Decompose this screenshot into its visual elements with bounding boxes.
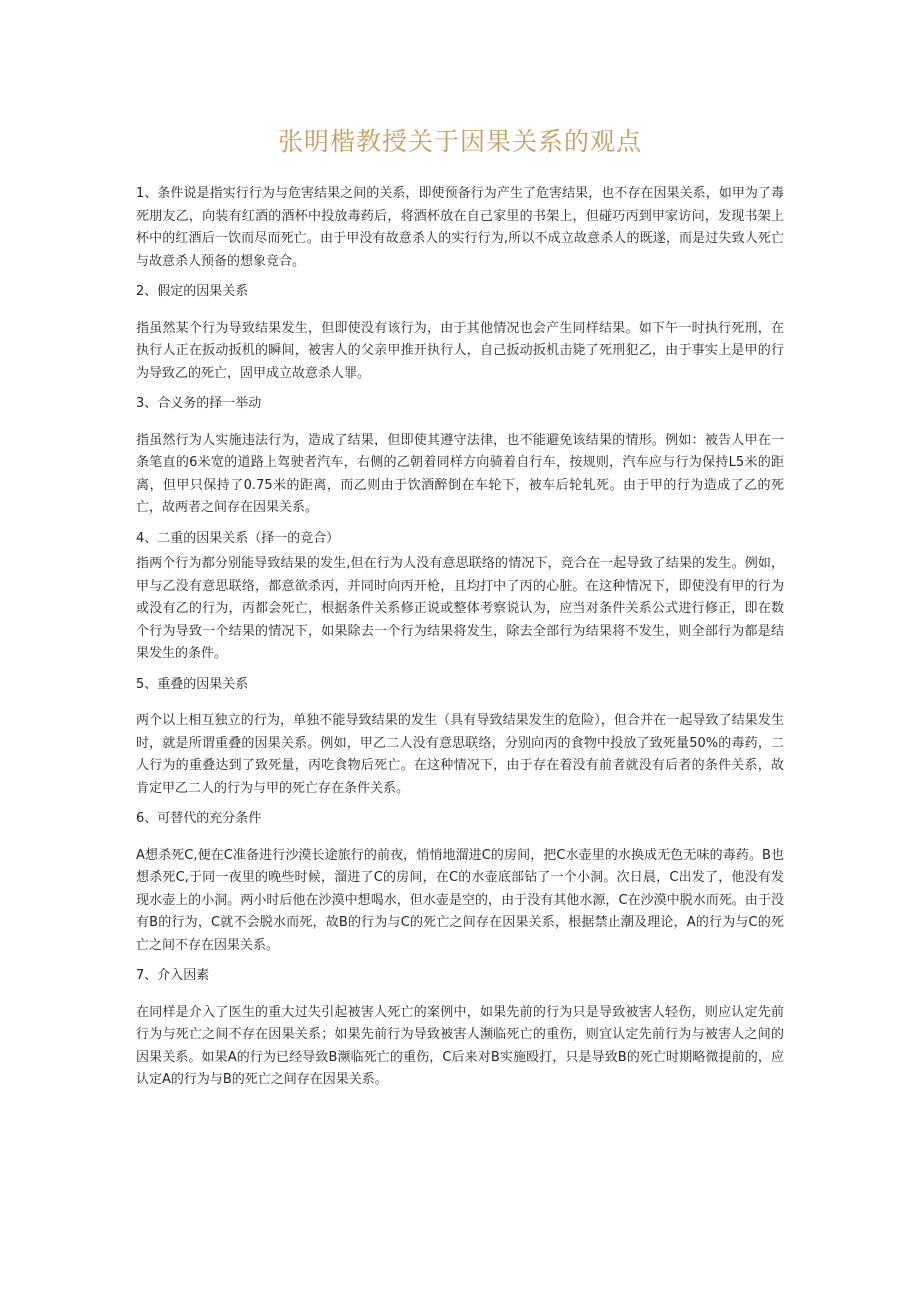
section-4-heading: 4、二重的因果关系（择一的竞合） xyxy=(136,530,340,546)
section-5-body: 两个以上相互独立的行为，单独不能导致结果的发生（具有导致结果发生的危险），但合并在一起导致了结果发生时，就是所谓重叠的因果关系。例如，甲乙二人没有意思联络，分别向丙的食物中投放了致死量50%的毒药，二人行为的重叠达到了致死量，丙吃食物后死亡。在这种情况下，由于存在着没有前者就没有后者的条件关系，故肯定甲乙二人的行为与甲的死亡存在条件关系。 xyxy=(136,713,784,796)
section-6-body: A想杀死C,便在C准备进行沙漠长途旅行的前夜，悄悄地溜进C的房间，把C水壶里的水换成无色无味的毒药。B也想杀死C,于同一夜里的晚些时候，溜进了C的房间，在C的水壶底部钻了一个小洞。次日晨，C出发了，他没有发现水壶上的小洞。两小时后他在沙漠中想喝水，但水壶是空的，由于没有其他水源，C在沙漠中脱水而死。由于没有B的行为，C就不会脱水而死，故B的行为与C的死亡之间存在因果关系，根据禁止潮及理论，A的行为与C的死亡之间不存在因果关系。 xyxy=(136,847,784,953)
section-6-heading: 6、可替代的充分条件 xyxy=(136,811,262,826)
section-7-heading: 7、介入因素 xyxy=(136,968,210,983)
document-body xyxy=(136,183,784,1100)
section-3-heading: 3、合义务的择一举动 xyxy=(136,396,262,411)
section-3-body: 指虽然行为人实施违法行为，造成了结果，但即使其遵守法律，也不能避免该结果的情形。例如：被告人甲在一条笔直的6米宽的道路上驾驶者汽车，右侧的乙朝着同样方向骑着自行车，按规则，汽车应与行为保持L5米的距离，但甲只保持了0.75米的距离，而乙则由于饮酒醉倒在车轮下，被车后轮轧死。由于甲的行为造成了乙的死亡，故两者之间存在因果关系。 xyxy=(136,432,784,515)
section-7-body: 在同样是介入了医生的重大过失引起被害人死亡的案例中，如果先前的行为只是导致被害人轻伤，则应认定先前行为与死亡之间不存在因果关系；如果先前行为导致被害人濒临死亡的重伤，则宜认定先前行为与被害人之间的因果关系。如果A的行为已经导致B濒临死亡的重伤，C后来对B实施殴打，只是导致B的死亡时期略微提前的，应认定A的行为与B的死亡之间存在因果关系。 xyxy=(136,1004,784,1087)
section-4-body: 指两个行为都分别能导致结果的发生,但在行为人没有意思联络的情况下，竞合在一起导致了结果的发生。例如，甲与乙没有意思联络，都意欲杀丙，并同时向丙开枪，且均打中了丙的心脏。在这种情况下，即使没有甲的行为或没有乙的行为，丙都会死亡，根据条件关系修正说或整体考察说认为，应当对条件关系公式进行修正，即在数个行为导致一个结果的情况下，如果除去一个行为结果将发生，除去全部行为结果将不发生，则全部行为都是结果发生的条件。 xyxy=(136,556,784,661)
section-2-heading: 2、假定的因果关系 xyxy=(136,284,249,299)
section-1-body: 1、条件说是指实行行为与危害结果之间的关系，即使预备行为产生了危害结果，也不存在因果关系，如甲为了毒死朋友乙，向装有红酒的酒杯中投放毒药后，将酒杯放在自己家里的书架上，但碰巧丙到甲家访问，发现书架上杯中的红酒后一饮而尽而死亡。由于甲没有故意杀人的实行行为,所以不成立故意杀人的既遂，而是过失致人死亡与故意杀人预备的想象竞合。 xyxy=(136,186,784,269)
section-2-body: 指虽然某个行为导致结果发生，但即使没有该行为，由于其他情况也会产生同样结果。如下午一时执行死刑，在执行人正在扳动扳机的瞬间，被害人的父亲甲推开执行人，自己扳动扳机击毙了死刑犯乙，由于事实上是甲的行为导致乙的死亡，固甲成立故意杀人罪。 xyxy=(136,320,784,381)
document-title: 张明楷教授关于因果关系的观点 xyxy=(277,127,642,156)
section-5-heading: 5、重叠的因果关系 xyxy=(136,676,249,692)
